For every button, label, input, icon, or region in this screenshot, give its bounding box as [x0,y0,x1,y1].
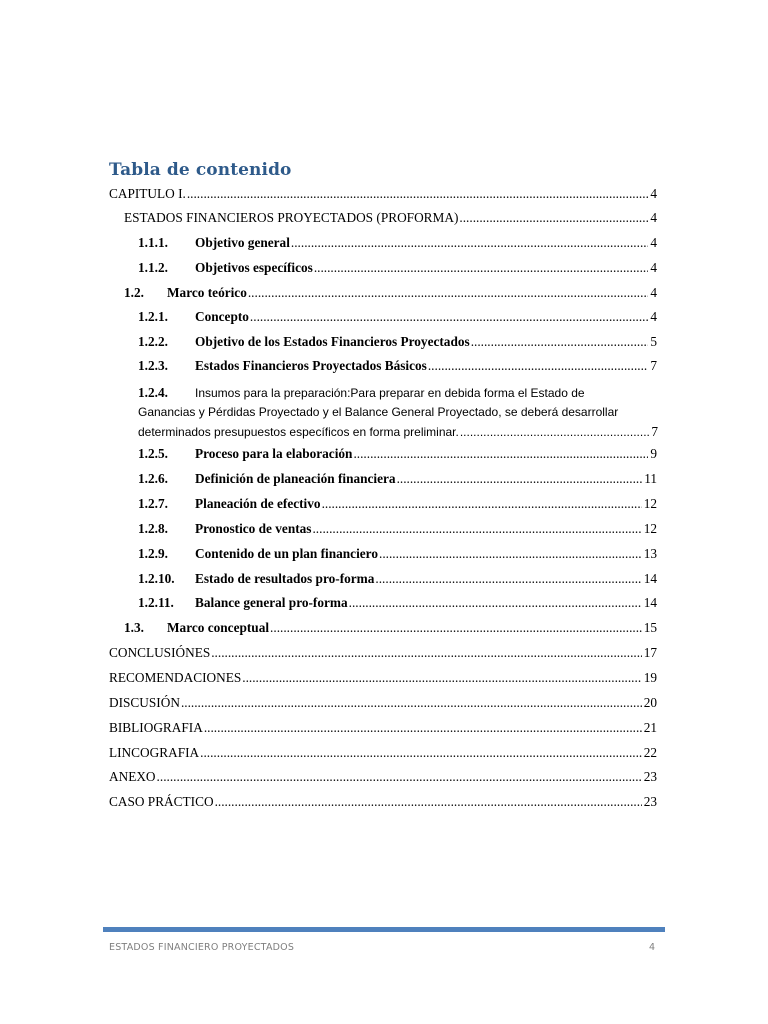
toc-entry-page: 22 [643,745,657,760]
toc-entry-text: ESTADOS FINANCIEROS PROYECTADOS (PROFORMA) [124,210,459,225]
toc-entry-text: Objetivo de los Estados Financieros Proyectados [195,334,470,349]
toc-entry-text: Proceso para la elaboración [195,446,353,461]
toc-entry-text: Estados Financieros Proyectados Básicos [195,358,427,373]
toc-entry-number: 1.2.4. [138,385,168,400]
toc-entry-text: Definición de planeación financiera [195,471,396,486]
toc-entry-page: 13 [643,546,657,561]
toc-entry-anexo[interactable] [109,768,657,786]
toc-entry-page: 15 [643,620,657,635]
toc-entry-text: Marco teórico [167,285,247,300]
toc-leader [181,694,642,712]
toc-entry-1-3[interactable] [124,619,657,637]
toc-entry-number: 1.2.9. [138,546,168,561]
toc-entry-text: CASO PRÁCTICO [109,794,214,809]
toc-entry-page: 23 [643,769,657,784]
toc-entry-page: 17 [643,645,657,660]
toc-entry-text: Objetivo general [195,235,290,250]
toc-entry-1-2-9[interactable] [138,545,657,563]
toc-leader [459,209,648,227]
footer-rule [103,927,665,932]
toc-entry-line: Ganancias y Pérdidas Proyectado y el Balance General Proyectado, se deberá desarrollar [138,405,619,419]
toc-entry-number: 1.1.2. [138,260,168,275]
toc-leader [211,644,641,662]
toc-entry-text: Marco conceptual [167,620,270,635]
toc-entry-text: Pronostico de ventas [195,521,312,536]
toc-entry-page: 7 [651,424,658,439]
toc-entry-recomendaciones[interactable] [109,669,657,687]
toc-leader [349,594,642,612]
toc-entry-text: Balance general pro-forma [195,595,348,610]
toc-entry-text: BIBLIOGRAFIA [109,720,203,735]
footer-page-number: 4 [649,942,656,953]
toc-entry-page: 4 [650,309,657,324]
toc-entry-1-2-2[interactable] [138,333,657,351]
toc-entry-bibliografia[interactable] [109,719,657,737]
toc-entry-1-2-7[interactable] [138,495,657,513]
toc-leader [322,495,642,513]
toc-entry-number: 1.2.2. [138,334,168,349]
toc-leader [353,445,648,463]
toc-leader [248,284,648,302]
toc-entry-line [138,422,658,442]
toc-entry-number: 1.2.6. [138,471,168,486]
toc-leader [397,470,643,488]
toc-leader [428,357,649,375]
toc-entry-page: 5 [650,334,657,349]
toc-entry-1-2-6[interactable] [138,470,657,488]
toc-entry-text: CONCLUSIÓNES [109,645,211,660]
toc-entry-number: 1.3. [124,620,144,635]
toc-entry-1-1-2[interactable] [138,259,657,277]
toc-entry-estados-financieros[interactable] [124,209,657,227]
toc-entry-lincografia[interactable] [109,744,657,762]
toc-entry-1-2-1[interactable] [138,308,657,326]
toc-leader [460,423,651,442]
toc-entry-1-2-5[interactable] [138,445,657,463]
toc-entry-page: 14 [643,595,657,610]
toc-entry-page: 20 [643,695,657,710]
toc-leader [200,744,642,762]
footer-title: ESTADOS FINANCIERO PROYECTADOS [109,942,295,953]
toc-entry-text: CAPITULO I. [109,186,186,201]
toc-entry-page: 23 [643,794,657,809]
toc-entry-page: 4 [650,260,657,275]
toc-leader [312,520,641,538]
toc-leader [250,308,648,326]
toc-entry-page: 11 [644,471,657,486]
toc-entry-number: 1.2.7. [138,496,168,511]
toc-entry-number: 1.2.8. [138,521,168,536]
toc-leader [157,768,642,786]
toc-entry-1-2-3[interactable] [138,357,657,375]
toc-entry-1-2-4[interactable] [138,383,658,442]
toc-leader [270,619,642,637]
toc-entry-page: 14 [643,571,657,586]
toc-leader [215,793,642,811]
toc-entry-text: Objetivos específicos [195,260,313,275]
toc-entry-page: 4 [650,235,657,250]
toc-entry-caso-practico[interactable] [109,793,657,811]
toc-entry-number: 1.2.3. [138,358,168,373]
toc-entry-conclusiones[interactable] [109,644,657,662]
toc-entry-page: 9 [650,446,657,461]
toc-entry-number: 1.2.5. [138,446,168,461]
toc-leader [291,234,648,252]
toc-entry-text: Planeación de efectivo [195,496,321,511]
toc-entry-text: LINCOGRAFIA [109,745,200,760]
toc-leader [242,669,641,687]
toc-leader [314,259,649,277]
toc-entry-1-1-1[interactable] [138,234,657,252]
toc-leader [379,545,642,563]
toc-entry-1-2-10[interactable] [138,570,657,588]
toc-entry-text: Estado de resultados pro-forma [195,571,375,586]
toc-entry-capitulo[interactable] [109,185,657,203]
toc-leader [471,333,649,351]
toc-entry-page: 4 [650,186,657,201]
toc-entry-text: DISCUSIÓN [109,695,180,710]
toc-entry-text: determinados presupuestos específicos en forma preliminar. [138,425,459,439]
toc-title: Tabla de contenido [109,160,292,180]
toc-entry-text: Concepto [195,309,249,324]
toc-entry-1-2-8[interactable] [138,520,657,538]
toc-entry-1-2[interactable] [124,284,657,302]
toc-entry-line [138,383,658,403]
toc-entry-page: 19 [643,670,657,685]
toc-entry-number: 1.2. [124,285,144,300]
toc-entry-text: Insumos para la preparación:Para preparar en debida forma el Estado de [195,386,585,400]
toc-entry-number: 1.2.1. [138,309,168,324]
toc-entry-page: 7 [650,358,657,373]
toc-entry-number: 1.1.1. [138,235,168,250]
toc-entry-number: 1.2.11. [138,595,174,610]
toc-entry-text: RECOMENDACIONES [109,670,242,685]
toc-leader [204,719,642,737]
toc-entry-text: Contenido de un plan financiero [195,546,378,561]
toc-leader [375,570,641,588]
toc-entry-number: 1.2.10. [138,571,175,586]
toc-entry-1-2-11[interactable] [138,594,657,612]
toc-leader [187,185,649,203]
toc-entry-page: 12 [643,521,657,536]
toc-entry-text: ANEXO [109,769,156,784]
toc-entry-page: 21 [643,720,657,735]
toc-entry-page: 12 [643,496,657,511]
toc-entry-page: 4 [650,285,657,300]
toc-entry-page: 4 [650,210,657,225]
toc-entry-discusion[interactable] [109,694,657,712]
